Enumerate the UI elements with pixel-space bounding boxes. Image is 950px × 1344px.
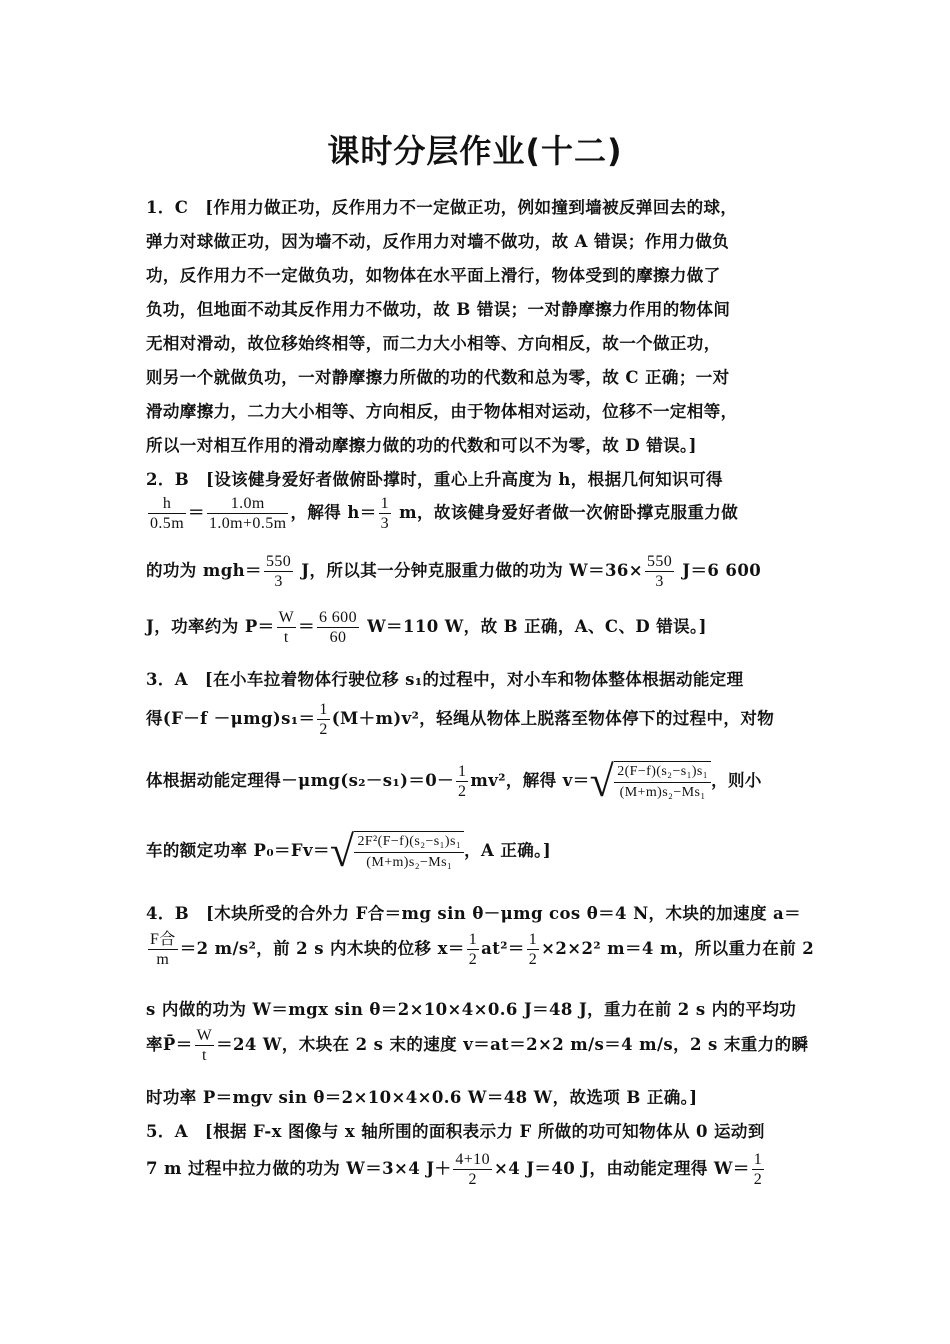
text-line: s 内做的功为 W＝mgx sin θ＝2×10×4×0.6 J＝48 J，重力在前 2 s 内的平均功 [146,1000,797,1019]
text-line: 2．B [设该健身爱好者做俯卧撑时，重心上升高度为 h，根据几何知识可得 [146,470,723,489]
fraction: $\frac{1}{2}$ [753,1151,763,1188]
fraction: $\frac{550}{3}$ [646,553,673,590]
square-root: √ $\frac{\text{2F²(F−f)(s₂−s₁)s₁}}{\text{(M+m)s₂−Ms₁}}$ [330,826,464,877]
fraction: F合 m [150,931,176,968]
formula-line: F合 m ＝2 m/s²，前 2 s 内木块的位移 x＝ $\frac{1}{2}$ at²＝ $\frac{1}{2}$ ×2×2² m＝4 m，所以重力在前 2 [150,931,815,968]
formula-line: 的功为 mgh＝ $\frac{550}{3}$ J，所以其一分钟克服重力做的功为 W＝36× $\frac{550}{3}$ J＝6 600 [146,553,762,590]
text-line: 所以一对相互作用的滑动摩擦力做的功的代数和可以不为零，故 D 错误。] [146,436,697,455]
fraction: $\frac{1}{3}$ [380,495,390,532]
fraction: $\frac{1}{2}$ [458,763,467,800]
formula-line: 7 m 过程中拉力做的功为 W＝3×4 J＋ $\frac{4+10}{2}$ ×4 J＝40 J，由动能定理得 W＝ $\frac{1}{2}$ [146,1151,763,1188]
formula-line: J，功率约为 P＝ $\frac{W}{t}$ ＝ $\frac{6 600}{60}$ W＝110 W，故 B 正确，A、C、D 错误。] [146,609,707,646]
fraction: $\frac{550}{3}$ [265,553,292,590]
fraction: $\frac{4+10}{2}$ [455,1151,490,1188]
text-line: 1．C [作用力做正功，反作用力不一定做正功，例如撞到墙被反弹回去的球， [146,198,738,217]
fraction: $\frac{1}{2}$ [528,931,538,968]
text-line: 时功率 P＝mgv sin θ＝2×10×4×0.6 W＝48 W，故选项 B 正确。] [146,1088,698,1107]
text-line: 3．A [在小车拉着物体行驶位移 s₁的过程中，对小车和物体整体根据动能定理 [146,670,744,689]
square-root: √ $\frac{\text{2(F−f)(s₂−s₁)s₁}}{\text{(M+m)s₂−Ms₁}}$ [590,756,711,807]
formula-line: 率P̄＝ $\frac{W}{t}$ ＝24 W，木块在 2 s 末的速度 v＝at＝2×2 m/s＝4 m/s，2 s 末重力的瞬 [146,1027,809,1064]
fraction: $\frac{1}{2}$ [319,701,328,738]
text-line: 无相对滑动，故位移始终相等，而二力大小相等、方向相反，故一个做正功， [146,334,721,353]
fraction: $\frac{W}{t}$ [278,609,295,646]
fraction: $\frac{W}{t}$ [196,1027,213,1064]
fraction: $\frac{6 600}{60}$ [318,609,357,646]
formula-line: 体根据动能定理得－μmg(s₂－s₁)＝0－ $\frac{1}{2}$ mv²，解得 v＝√ $\frac{\text{2(F−f)(s₂−s₁)s₁}}{\text{(M+m)s₂−Ms₁}}$ ，则小 [146,757,762,806]
text-line: 则另一个就做负功，一对静摩擦力所做的功的代数和总为零，故 C 正确；一对 [146,368,730,387]
text-line: 5．A [根据 F-x 图像与 x 轴所围的面积表示力 F 所做的功可知物体从 0 运动到 [146,1122,765,1141]
fraction: $\frac{h}{0.5m}$ [150,495,185,532]
fraction: $\frac{1}{2}$ [468,931,478,968]
text-line: 滑动摩擦力，二力大小相等、方向相反，由于物体相对运动，位移不一定相等， [146,402,738,421]
text-line: 4．B [木块所受的合外力 F合＝mg sin θ－μmg cos θ＝4 N，木块的加速度 a＝ [146,904,801,923]
text-line: 负功，但地面不动其反作用力不做功，故 B 错误；一对静摩擦力作用的物体间 [146,300,731,319]
page-title: 课时分层作业(十二) [327,132,623,170]
text-line: 弹力对球做正功，因为墙不动，反作用力对墙不做功，故 A 错误；作用力做负 [146,232,730,251]
formula-line: 车的额定功率 P₀＝Fv＝√ $\frac{\text{2F²(F−f)(s₂−s₁)s₁}}{\text{(M+m)s₂−Ms₁}}$ ，A 正确。] [146,827,552,876]
formula-line: 得(F－f －μmg)s₁＝ $\frac{1}{2}$ (M＋m)v²，轻绳从物体上脱落至物体停下的过程中，对物 [146,701,775,738]
formula-line: $\frac{h}{0.5m}$ ＝ $\frac{1.0m}{1.0m+0.5m}$ ，解得 h＝ $\frac{1}{3}$ m，故该健身爱好者做一次俯卧撑克服重力做 [150,495,739,532]
text-line: 功，反作用力不一定做负功，如物体在水平面上滑行，物体受到的摩擦力做了 [146,266,721,285]
fraction: $\frac{1.0m}{1.0m+0.5m}$ [208,495,287,532]
